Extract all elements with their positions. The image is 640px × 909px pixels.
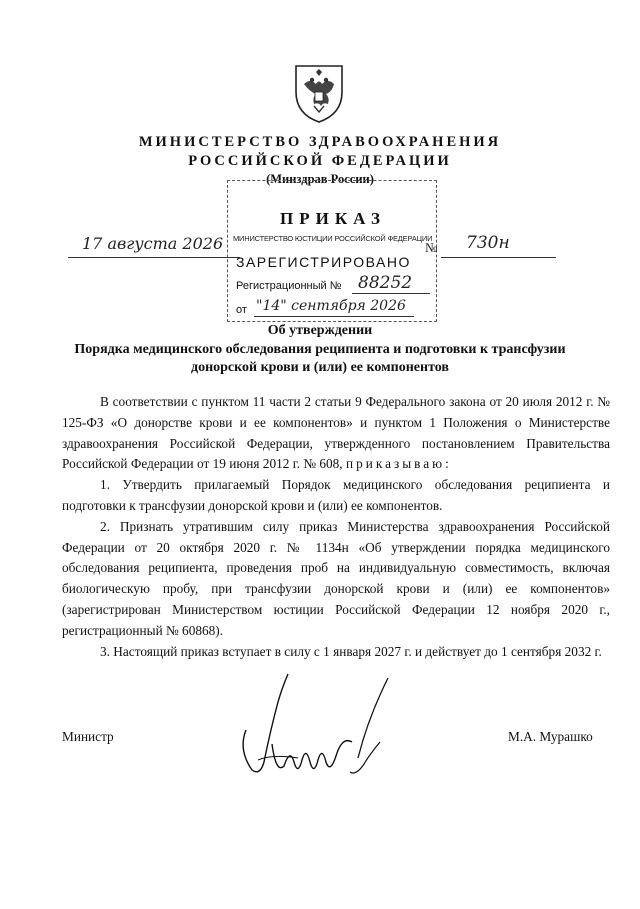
stamp-ministry-justice: МИНИСТЕРСТВО ЮСТИЦИИ РОССИЙСКОЙ ФЕДЕРАЦИИ	[233, 234, 433, 243]
order-number-underline	[441, 257, 556, 258]
ministry-short-name: (Минздрав России)	[266, 172, 374, 186]
stamp-reg-label: Регистрационный №	[236, 280, 342, 292]
order-verb: приказываю:	[345, 456, 452, 472]
signer-position: Министр	[62, 729, 114, 744]
document-type: ПРИКАЗ	[280, 209, 386, 228]
stamp-date-value: "14" сентября 2026	[256, 298, 406, 314]
order-item-1: 1. Утвердить прилагаемый Порядок медицинского обследования реципиента и подготовки к трансфузии донорской крови и (или) ее компонентов.	[62, 477, 610, 513]
order-date-underline	[68, 257, 240, 258]
handwritten-signature	[228, 668, 408, 788]
stamp-date-label: от	[236, 304, 247, 316]
ministry-name-line1: МИНИСТЕРСТВО ЗДРАВООХРАНЕНИЯ	[138, 134, 502, 150]
title-line1: Об утверждении	[267, 323, 373, 338]
number-sign: №	[425, 240, 438, 255]
signer-name: М.А. Мурашко	[508, 729, 593, 744]
ministry-name-line2: РОССИЙСКОЙ ФЕДЕРАЦИИ	[188, 153, 452, 169]
stamp-reg-underline	[352, 293, 430, 294]
emblem-icon	[292, 62, 346, 124]
title-line3: донорской крови и (или) ее компонентов	[190, 360, 449, 375]
stamp-registered: ЗАРЕГИСТРИРОВАНО	[236, 254, 411, 270]
order-item-2: 2. Признать утратившим силу приказ Министерства здравоохранения Российской Федерации от 20 октября 2020 г. № 1134н «Об утверждении порядка медицинского обследования реципиента, проведения проб на индивидуальную совместимость, включая биологическую пробу, при трансфузии донорской крови и (или) ее компонентов» (зарегистрирован Министерством юстиции Российской Федерации 12 ноября 2020 г., регистрационный № 60868).	[62, 518, 610, 638]
order-item-3: 3. Настоящий приказ вступает в силу с 1 января 2027 г. и действует до 1 сентября 2032 г.	[100, 643, 602, 659]
order-number: 730н	[466, 233, 510, 253]
stamp-date-underline	[254, 316, 414, 317]
title-line2: Порядка медицинского обследования реципиента и подготовки к трансфузии	[74, 342, 566, 357]
preamble-paragraph	[62, 392, 610, 475]
order-date: 17 августа 2026	[82, 234, 224, 253]
preamble-text: В соответствии с пунктом 11 части 2 статьи 9 Федерального закона от 20 июля 2012 г. № 125-ФЗ «О донорстве крови и ее компонентов» и пунктом 1 Положения о Министерстве здравоохранения Российской Федерации, утвержденного постановлением Правительства Российской Федерации от 19 июня 2012 г. № 608,	[62, 394, 610, 472]
stamp-reg-number: 88252	[358, 273, 413, 293]
order-body	[62, 392, 610, 662]
